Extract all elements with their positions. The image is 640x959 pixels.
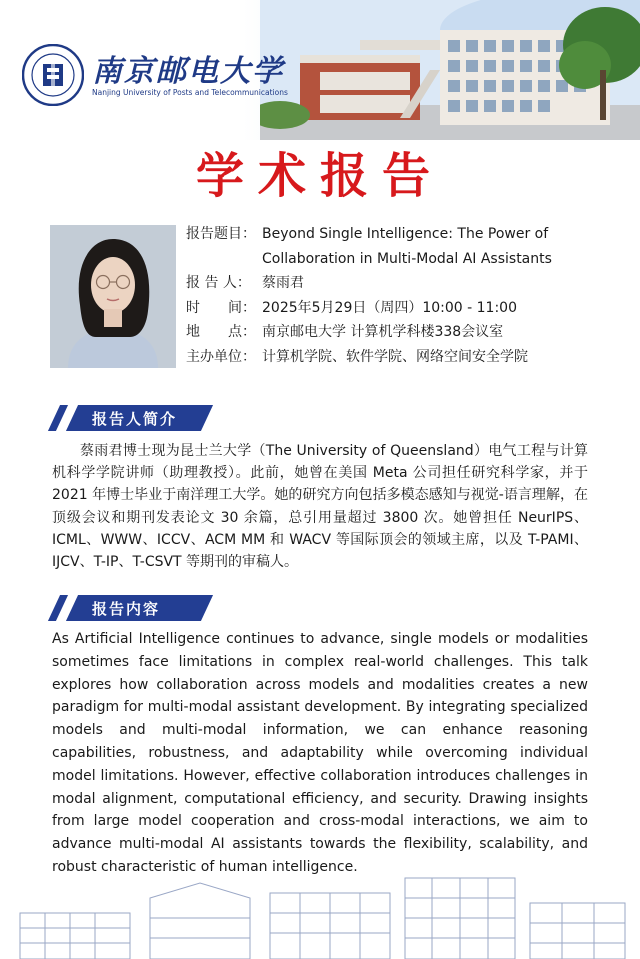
place-label: 地 点： bbox=[186, 324, 256, 340]
talk-abstract: As Artificial Intelligence continues to advance, single models or modalities sometimes face limitations in complex real-world challenges. This talk explores how collaboration across models and modalities creates a new paradigm for multi-modal assistant development. By integrating specialized models and multi-modal information, we can enhance reasoning capabilities, robustness, and adaptability while overcoming individual model limitations. However, effective collaboration introduces challenges in modal alignment, computational efficiency, and security. Drawing insights from large model cooperation and cross-modal interactions, we aim to advance multi-modal AI assistants towards the flexibility, scalability, and robust characteristic of human intelligence. bbox=[52, 631, 588, 875]
talk-details bbox=[186, 222, 606, 369]
university-name-cn: 南京邮电大学 bbox=[92, 54, 284, 89]
banner-stripe bbox=[48, 405, 68, 431]
place-row bbox=[186, 320, 606, 345]
time-value: 2025年5月29日（周四）10:00 - 11:00 bbox=[262, 299, 517, 316]
bio-section-title: 报告人简介 bbox=[92, 410, 178, 428]
campus-building-image bbox=[260, 0, 640, 140]
speaker-photo bbox=[50, 225, 176, 368]
university-emblem-icon bbox=[22, 44, 84, 106]
abstract-section-header bbox=[52, 595, 207, 621]
host-label: 主办单位： bbox=[186, 348, 256, 365]
campus-line-art bbox=[0, 858, 640, 959]
topic-value bbox=[262, 222, 606, 271]
time-row bbox=[186, 296, 606, 321]
poster-title: 学术报告 bbox=[195, 148, 444, 204]
host-row bbox=[186, 345, 606, 370]
topic-label: 报告题目： bbox=[186, 226, 256, 242]
speaker-label: 报 告 人： bbox=[186, 275, 251, 291]
university-name-en: Nanjing University of Posts and Telecommunications bbox=[92, 88, 288, 97]
time-label: 时 间： bbox=[186, 299, 256, 316]
place-value: 南京邮电大学 计算机学科楼338会议室 bbox=[262, 324, 504, 340]
speaker-row bbox=[186, 271, 606, 296]
topic-line-1: Beyond Single Intelligence: The Power of bbox=[262, 226, 549, 242]
topic-row bbox=[186, 222, 606, 271]
abstract-section-title: 报告内容 bbox=[92, 600, 161, 618]
speaker-bio: 蔡雨君博士现为昆士兰大学（The University of Queensland）电气工程与计算机科学学院讲师（助理教授）。此前，她曾在美国 Meta 公司担任研究科学家，并于 2021 年博士毕业于南洋理工大学。她的研究方向包括多模态感知与视觉-语言理解，在顶级会议和期刊发表论文 30 余篇，总引用量超过 3800 次。她曾担任 NeurIPS、ICML、WWW、ICCV、ACM MM 和 WACV 等国际顶会的领域主席，以及 T-PAMI、IJCV、T-IP、T-CSVT 等期刊的审稿人。 bbox=[52, 443, 588, 571]
banner-stripe bbox=[48, 595, 68, 621]
topic-line-2: Collaboration in Multi-Modal AI Assistants bbox=[262, 250, 552, 267]
host-value: 计算机学院、软件学院、网络空间安全学院 bbox=[262, 348, 528, 365]
bio-section-header bbox=[52, 405, 207, 431]
header-banner bbox=[0, 0, 640, 140]
speaker-name: 蔡雨君 bbox=[262, 275, 304, 291]
